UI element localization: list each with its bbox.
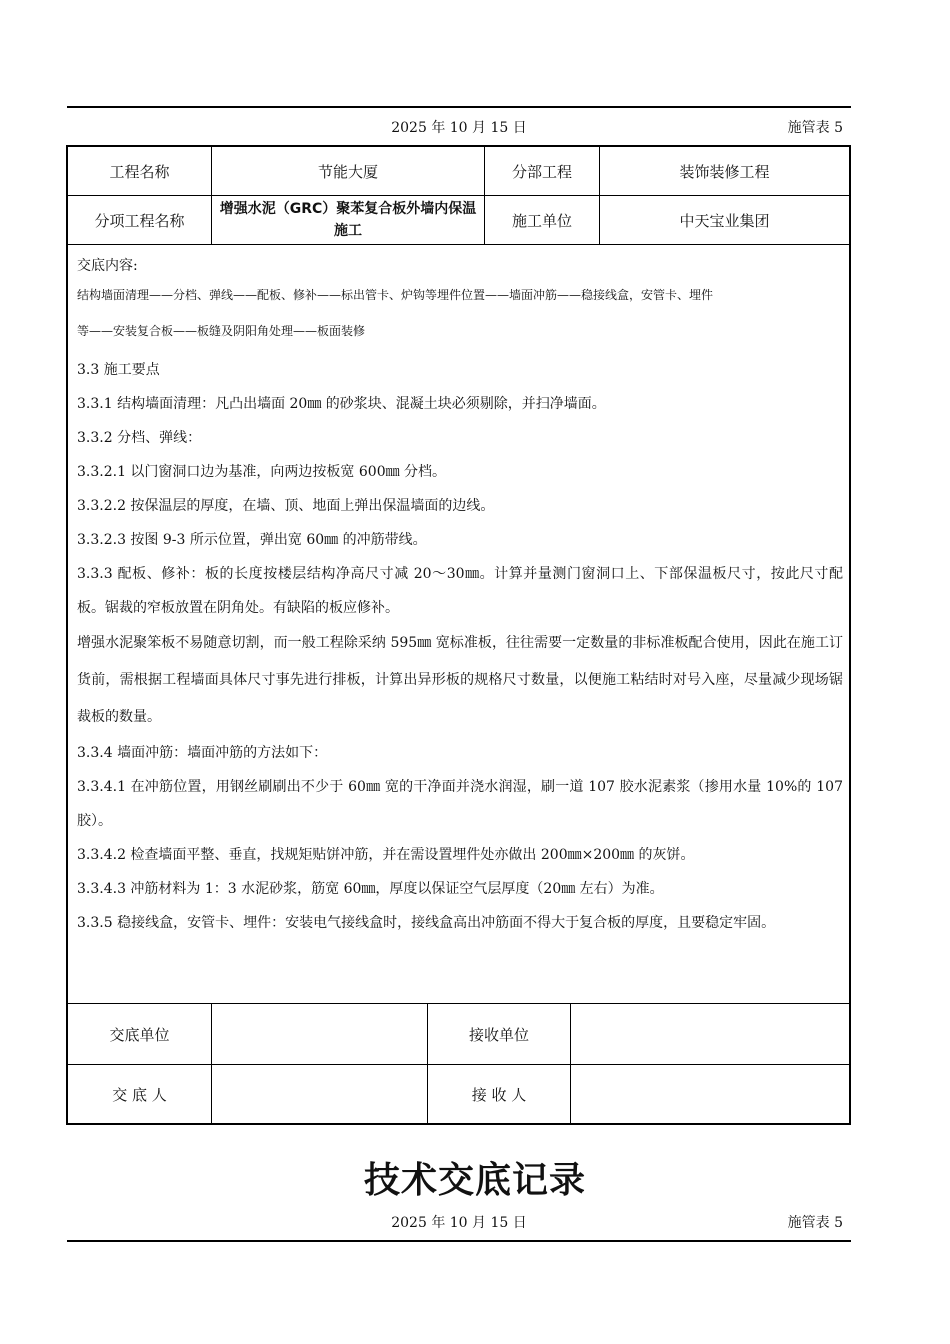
division-value: 装饰装修工程 — [679, 162, 770, 181]
process-flow-line: 结构墙面清理——分档、弹线——配板、修补——标出管卡、炉钩等埋件位置——墙面冲筋——稳接线盒，安管卡、埋件 — [77, 288, 714, 302]
section-heading: 3.3 施工要点 — [77, 362, 160, 378]
paragraph: 3.3.2 分档、弹线： — [77, 430, 202, 446]
header-meta — [67, 117, 851, 139]
paragraph: 3.3.1 结构墙面清理：凡凸出墙面 20㎜ 的砂浆块、混凝土块必须剔除，并扫净墙面。 — [77, 396, 606, 412]
bottom-rule — [67, 1240, 851, 1242]
paragraph: 3.3.4.2 检查墙面平整、垂直，找规矩贴饼冲筋，并在需设置埋件处亦做出 200㎜×200㎜ 的灰饼。 — [77, 847, 695, 863]
subitem-label: 分项工程名称 — [94, 211, 185, 230]
header-form-number: 施管表 5 — [787, 120, 843, 136]
content-body — [77, 251, 843, 940]
top-rule — [67, 106, 851, 108]
receiver-unit-field[interactable] — [571, 1004, 849, 1064]
paragraph: 增强水泥聚笨板不易随意切割，而一般工程除采纳 595㎜ 宽标准板，往往需要一定数量的非标准板配合使用，因此在施工订货前，需根据工程墙面具体尺寸事先进行排板，计算出异形板的规格尺寸数量，以便施工粘结时对号入座，尽量减少现场锯裁板的数量。 — [77, 635, 843, 725]
paragraph: 3.3.2.3 按图 9-3 所示位置，弹出宽 60㎜ 的冲筋带线。 — [77, 532, 427, 548]
document-title: 技术交底记录 — [363, 1160, 586, 1201]
project-name-value: 节能大厦 — [317, 162, 378, 181]
issuer-person-label: 交 底 人 — [112, 1085, 167, 1104]
paragraph: 3.3.2.2 按保温层的厚度，在墙、顶、地面上弹出保温墙面的边线。 — [77, 498, 495, 514]
receiver-unit-label: 接收单位 — [468, 1025, 529, 1044]
paragraph: 3.3.3 配板、修补：板的长度按楼层结构净高尺寸减 20～30㎜。计算并量测门窗洞口上、下部保温板尺寸，按此尺寸配板。锯裁的窄板放置在阴角处。有缺陷的板应修补。 — [77, 566, 843, 616]
subitem-value: 增强水泥（GRC）聚苯复合板外墙内保温施工 — [219, 201, 477, 239]
issuer-unit-field[interactable] — [212, 1004, 427, 1064]
paragraph: 3.3.5 稳接线盒，安管卡、埋件：安装电气接线盒时，接线盒高出冲筋面不得大于复合板的厚度，且要稳定牢固。 — [77, 915, 776, 931]
process-flow-line: 等——安装复合板——板缝及阴阳角处理——板面装修 — [77, 324, 366, 338]
issuer-unit-label: 交底单位 — [109, 1025, 170, 1044]
disclosure-form — [66, 145, 851, 1125]
issuer-person-field[interactable] — [212, 1065, 427, 1123]
contractor-label: 施工单位 — [511, 211, 572, 230]
next-page-meta — [67, 1212, 851, 1234]
project-name-label: 工程名称 — [109, 162, 170, 181]
receiver-person-label: 接 收 人 — [471, 1085, 527, 1104]
division-label: 分部工程 — [511, 162, 572, 181]
contractor-value: 中天宝业集团 — [679, 211, 770, 230]
content-area — [68, 245, 849, 1003]
content-title: 交底内容: — [77, 258, 138, 274]
next-page-date: 2025 年 10 月 15 日 — [391, 1215, 527, 1231]
paragraph: 3.3.4.3 冲筋材料为 1：3 水泥砂浆，筋宽 60㎜，厚度以保证空气层厚度（20㎜ 左右）为准。 — [77, 881, 664, 897]
receiver-person-field[interactable] — [571, 1065, 849, 1123]
paragraph: 3.3.4 墙面冲筋：墙面冲筋的方法如下： — [77, 745, 328, 761]
next-page-form-number: 施管表 5 — [787, 1215, 843, 1231]
paragraph: 3.3.4.1 在冲筋位置，用钢丝刷刷出不少于 60㎜ 宽的干净面并浇水润湿，刷一道 107 胶水泥素浆（掺用水量 10%的 107 胶）。 — [77, 779, 843, 829]
header-date: 2025 年 10 月 15 日 — [391, 120, 527, 136]
paragraph: 3.3.2.1 以门窗洞口边为基准，向两边按板宽 600㎜ 分档。 — [77, 464, 447, 480]
